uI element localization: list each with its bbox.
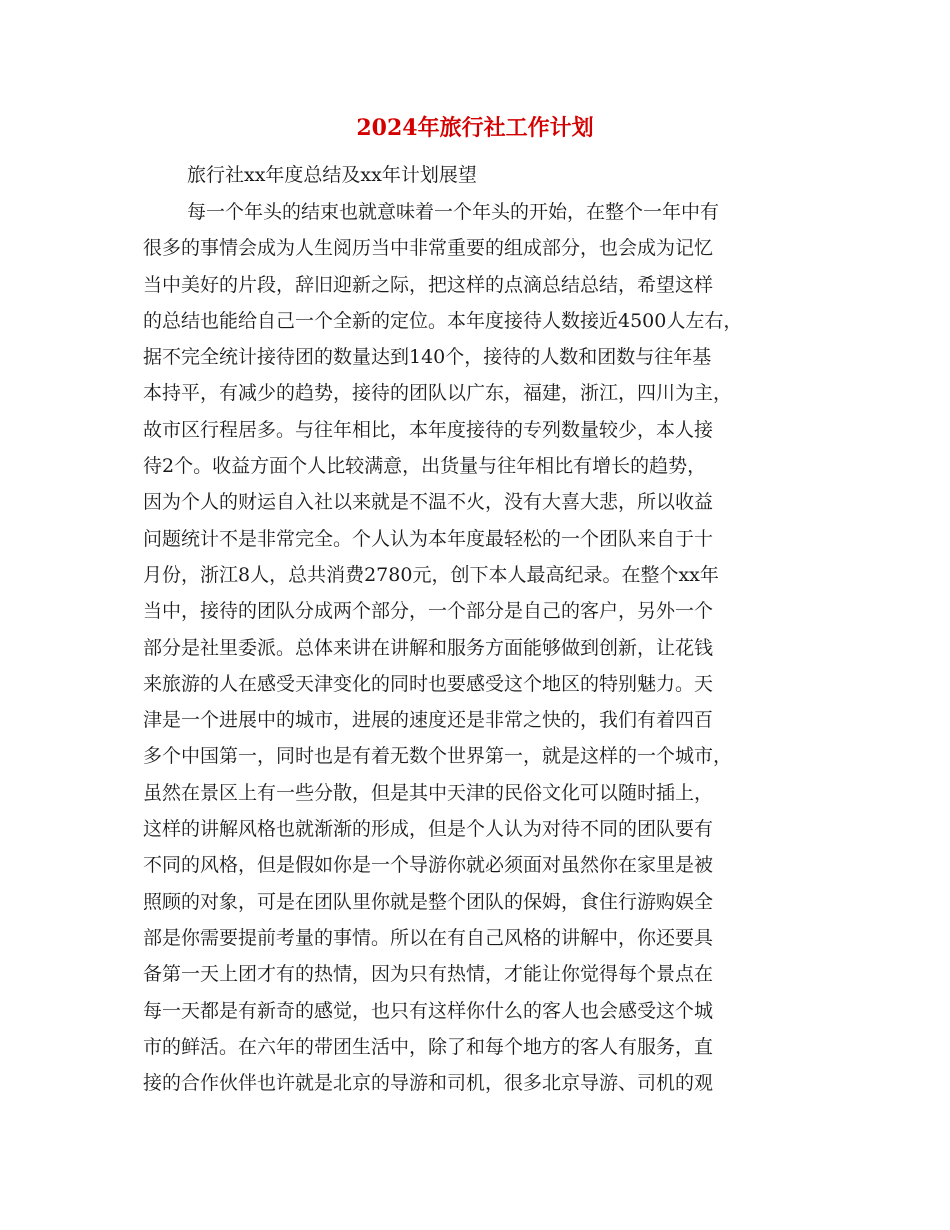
body-line: 问题统计不是非常完全。个人认为本年度最轻松的一个团队来自于十: [143, 527, 714, 550]
body-line: 据不完全统计接待团的数量达到140个，接待的人数和团数与往年基: [143, 346, 712, 369]
body-line: 因为个人的财运自入社以来就是不温不火，没有大喜大悲，所以收益: [143, 491, 714, 514]
body-line: 每一天都是有新奇的感觉，也只有这样你什么的客人也会感受这个城: [143, 999, 714, 1022]
body-line: 很多的事情会成为人生阅历当中非常重要的组成部分，也会成为记忆: [143, 237, 714, 260]
body-line: 照顾的对象，可是在团队里你就是整个团队的保姆，食住行游购娱全: [143, 890, 714, 913]
body-line: 当中美好的片段，辞旧迎新之际，把这样的点滴总结总结，希望这样: [143, 273, 714, 296]
body-line: 接的合作伙伴也许就是北京的导游和司机，很多北京导游、司机的观: [143, 1072, 714, 1095]
document-subtitle: 旅行社xx年度总结及xx年计划展望: [187, 164, 477, 186]
body-line: 多个中国第一，同时也是有着无数个世界第一，就是这样的一个城市，: [143, 745, 733, 768]
body-line: 津是一个进展中的城市，进展的速度还是非常之快的，我们有着四百: [143, 709, 714, 732]
body-line: 虽然在景区上有一些分散，但是其中天津的民俗文化可以随时插上，: [143, 781, 714, 804]
body-line: 本持平，有减少的趋势，接待的团队以广东，福建，浙江，四川为主，: [143, 382, 733, 405]
body-line: 月份，浙江8人，总共消费2780元，创下本人最高纪录。在整个xx年: [143, 563, 719, 586]
body-line: 不同的风格，但是假如你是一个导游你就必须面对虽然你在家里是被: [143, 854, 714, 877]
body-line: 备第一天上团才有的热情，因为只有热情，才能让你觉得每个景点在: [143, 963, 714, 986]
body-line: 来旅游的人在感受天津变化的同时也要感受这个地区的特别魅力。天: [143, 672, 714, 695]
body-line: 市的鲜活。在六年的带团生活中，除了和每个地方的客人有服务，直: [143, 1035, 714, 1058]
body-line: 部分是社里委派。总体来讲在讲解和服务方面能够做到创新，让花钱: [143, 636, 714, 659]
body-line: 部是你需要提前考量的事情。所以在有自己风格的讲解中，你还要具: [143, 926, 714, 949]
document-title: 2024年旅行社工作计划: [356, 115, 594, 141]
body-line: 故市区行程居多。与往年相比，本年度接待的专列数量较少，本人接: [143, 418, 714, 441]
body-line: 待2个。收益方面个人比较满意，出货量与往年相比有增长的趋势，: [143, 455, 707, 478]
body-line: 每一个年头的结束也就意味着一个年头的开始，在整个一年中有: [187, 201, 720, 223]
body-line: 当中，接待的团队分成两个部分，一个部分是自己的客户，另外一个: [143, 600, 714, 623]
body-line: 这样的讲解风格也就渐渐的形成，但是个人认为对待不同的团队要有: [143, 818, 714, 841]
body-line: 的总结也能给自己一个全新的定位。本年度接待人数接近4500人左右，: [143, 309, 743, 332]
body-text: [143, 197, 808, 1104]
